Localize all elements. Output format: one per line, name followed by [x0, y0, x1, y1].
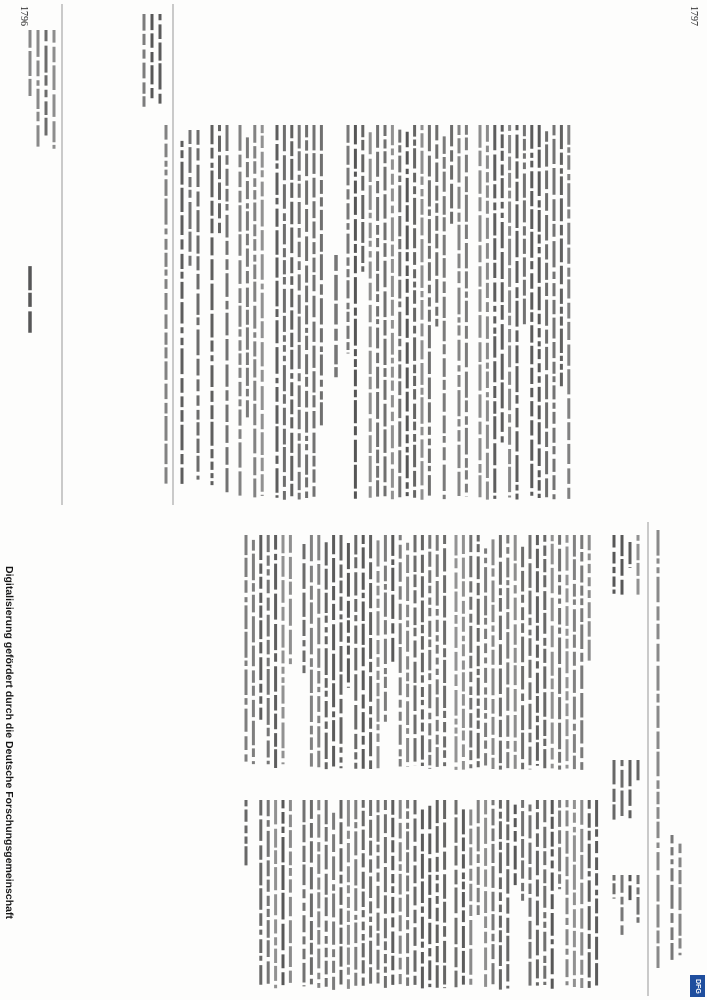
right-page: [246, 530, 680, 990]
left-page: [30, 14, 569, 500]
dfg-logo: DFG: [690, 975, 705, 997]
page-number-left: 1796: [18, 6, 29, 26]
page-number-right: 1797: [688, 6, 699, 26]
digitization-notice: Digitalisierung gefördert durch die Deutsche Forschungsgemeinschaft: [3, 566, 15, 919]
